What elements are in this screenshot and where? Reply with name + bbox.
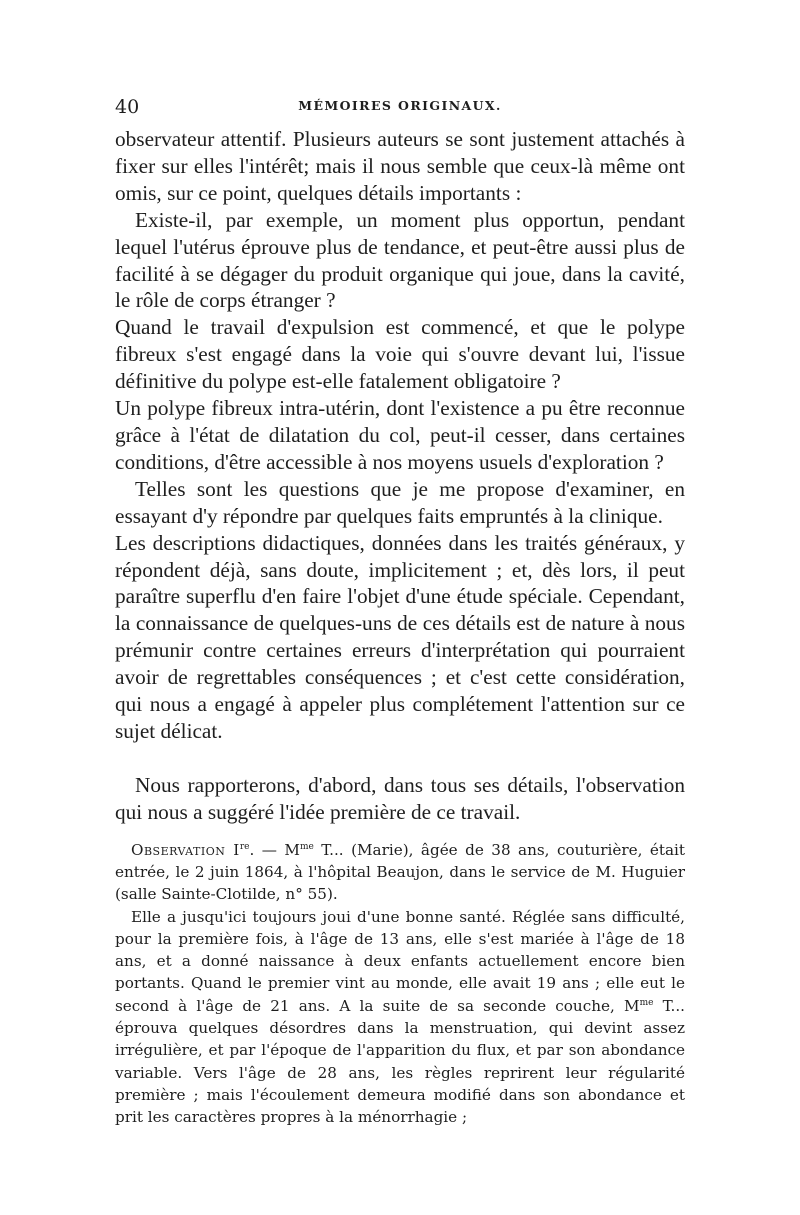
observation-body-text: T... éprouva quelques désordres dans la menstruation, qui devint assez irrégulière, et par l'époque de l'apparition du flux, et par son abondance variable. Vers l'âge de 28 ans, les règles reprirent leur régularité première ; mais l'écoulement demeura modifié dans son abondance et prit les caractères propres à la ménorrhagie ; xyxy=(115,996,685,1127)
paragraph: Nous rapporterons, d'abord, dans tous ses détails, l'observation qui nous a suggéré l'idée première de ce travail. xyxy=(115,772,685,824)
observation-label: Observation I xyxy=(131,840,240,859)
paragraph: Existe-il, par exemple, un moment plus opportun, pendant lequel l'utérus éprouve plus de tendance, et peut-être aussi plus de facilité à se dégager du produit organique qui joue, dans la cavité, le rôle de corps étranger ? xyxy=(115,207,685,313)
running-title: MÉMOIRES ORIGINAUX. xyxy=(298,98,502,113)
patient-title-sup: me xyxy=(639,997,654,1008)
observation-label-sup: re xyxy=(239,841,250,852)
patient-title-sup: me xyxy=(299,841,314,852)
book-page xyxy=(115,96,685,1129)
patient-title: M xyxy=(624,996,640,1015)
running-head xyxy=(115,96,685,126)
paragraph: Quand le travail d'expulsion est commencé, et que le polype fibreux s'est engagé dans la voie qui s'ouvre devant lui, l'issue définitive du polype est-elle fatalement obligatoire ? xyxy=(115,315,685,394)
observation-dash: . — xyxy=(249,840,285,859)
paragraph: Les descriptions didactiques, données dans les traités généraux, y répondent déjà, sans doute, implicitement ; et, dès lors, il peut paraître superflu d'en faire l'objet d'une étude spéciale. Cependant, la connaissance de quelques-uns de ces détails est de nature à nous prémunir contre certaines erreurs d'interprétation qui pourraient avoir de regrettables conséquences ; et c'est cette considération, qui nous a engagé à appeler plus complétement l'attention sur ce sujet délicat. xyxy=(115,530,685,743)
observation-intro xyxy=(115,839,685,906)
page-number: 40 xyxy=(115,96,140,118)
paragraph: Telles sont les questions que je me propose d'examiner, en essayant d'y répondre par quelques faits empruntés à la clinique. xyxy=(115,476,685,528)
observation-block xyxy=(115,839,685,1129)
section-gap xyxy=(115,745,685,772)
observation-body-text: Elle a jusqu'ici toujours joui d'une bonne santé. Réglée sans difficulté, pour la première fois, à l'âge de 13 ans, elle s'est mariée à l'âge de 18 ans, et a donné naissance à deux enfants actuellement encore bien portants. Quand le premier vint au monde, elle avait 19 ans ; elle eut le second à l'âge de 21 ans. A la suite de sa seconde couche, xyxy=(115,907,685,1015)
patient-title: M xyxy=(284,840,300,859)
paragraph: observateur attentif. Plusieurs auteurs se sont justement attachés à fixer sur elles l'intérêt; mais il nous semble que ceux-là même ont omis, sur ce point, quelques détails importants : xyxy=(115,127,685,205)
observation-intro-text: T... (Marie), âgée de 38 ans, couturière, était entrée, le 2 juin 1864, à l'hôpital Beaujon, dans le service de M. Huguier (salle Sainte-Clotilde, n° 55). xyxy=(115,840,686,904)
main-text xyxy=(115,126,685,826)
paragraph: Un polype fibreux intra-utérin, dont l'existence a pu être reconnue grâce à l'état de dilatation du col, peut-il cesser, dans certaines conditions, d'être accessible à nos moyens usuels d'exploration ? xyxy=(115,396,685,474)
observation-body xyxy=(115,906,685,1129)
